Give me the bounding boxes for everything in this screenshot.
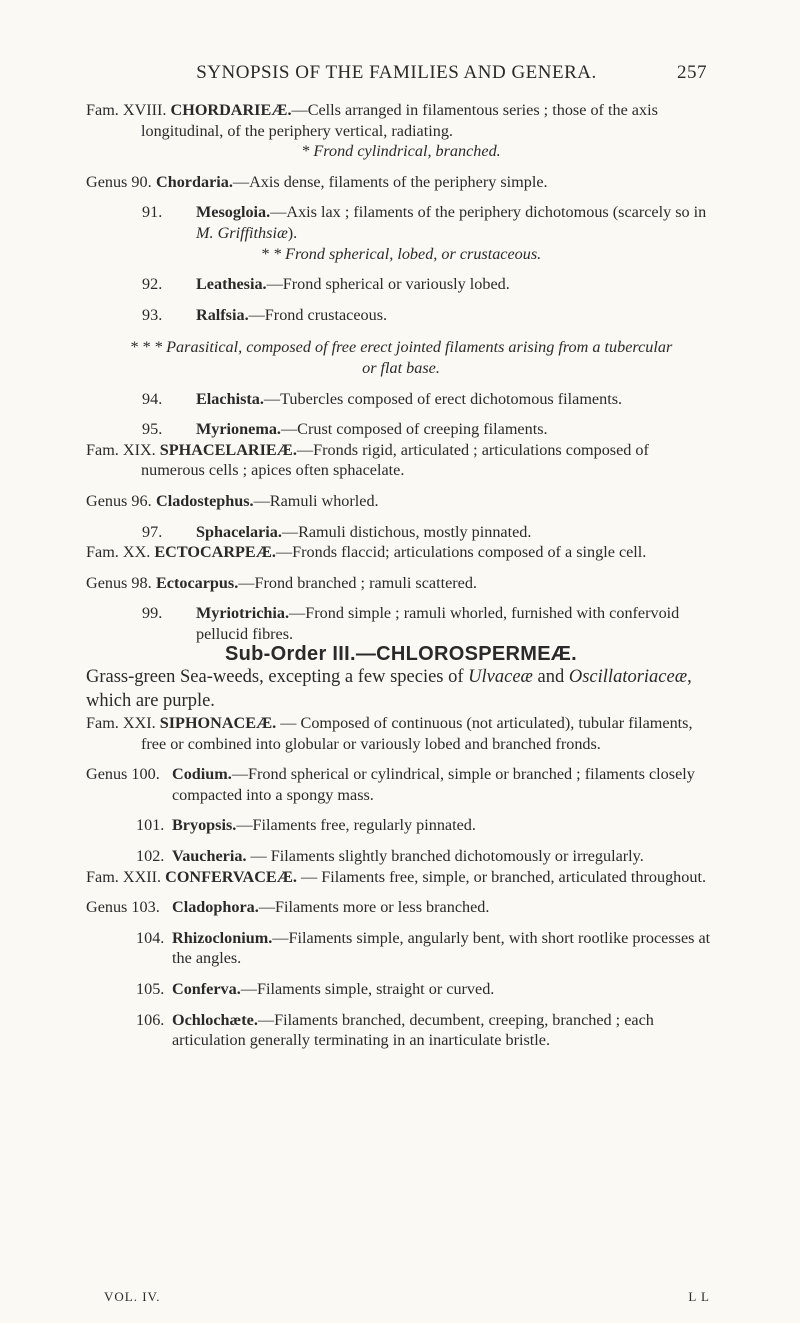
genus-number: 104. [136,928,165,947]
genus-description: —Frond spherical or cylindrical, simple or branched ; filaments closely compacted into a spongy mass. [172,765,695,804]
genus-entry [86,1010,716,1051]
family-name: ECTOCARPEÆ. [154,543,276,562]
genus-entry [86,897,716,918]
genus-entry [86,172,716,193]
genus-number: Genus 98. [86,573,152,592]
genus-number: 99. [142,604,163,623]
genus-description-end: ). [287,223,298,242]
genus-description: —Frond spherical or variously lobed. [266,275,510,294]
genus-number: 92. [142,275,163,294]
family-chordarieae [86,100,716,141]
taxon-ulvaceae: Ulvaceæ [468,667,533,688]
family-label: Fam. XVIII. [86,101,167,119]
family-name: CONFERVACEÆ. [165,867,297,886]
genus-name: Vaucheria. [172,847,247,866]
genus-description: —Frond crustaceous. [248,305,388,324]
genus-name: Ectocarpus. [156,573,239,592]
suborder-description [86,665,716,713]
genus-entry [86,305,716,326]
genus-name: Cladophora. [172,898,259,917]
genus-number: 101. [136,816,165,835]
genus-name: Chordaria. [156,172,233,191]
family-description: —Cells arranged in filamentous series ; those of the axis longitudinal, of the periphery vertical, radiating. [141,101,658,140]
genus-entry [86,491,716,512]
genus-description: —Frond branched ; ramuli scattered. [238,573,477,592]
genus-entry [86,928,716,969]
genus-entry [86,979,716,1000]
genus-description: —Filaments branched, decumbent, creeping, branched ; each articulation generally terminating in an inarticulate bristle. [172,1010,654,1050]
genus-description: — Filaments slightly branched dichotomously or irregularly. [246,847,644,866]
family-siphonaceae [86,713,716,754]
family-description: —Fronds flaccid; articulations composed of a single cell. [275,543,647,562]
family-name: SPHACELARIEÆ. [159,440,297,459]
genus-name: Cladostephus. [156,491,254,510]
genus-name: Myriotrichia. [196,604,290,623]
genus-entry [86,573,716,594]
genus-name: Ochlochæte. [172,1010,258,1029]
lead-text: Grass-green Sea-weeds, excepting a few species of [86,667,469,688]
genus-description: —Filaments simple, straight or curved. [240,980,495,998]
genus-number: Genus 103. [86,898,160,917]
genus-entry [86,764,716,805]
genus-description: —Filaments more or less branched. [258,898,490,917]
section-note: * Frond cylindrical, branched. [301,142,501,161]
family-confervaceae [86,867,716,888]
family-label: Fam. XIX. [86,440,156,459]
genus-name: Myrionema. [196,420,281,439]
section-note: * * Frond spherical, lobed, or crustaceous. [260,244,542,263]
genus-description: —Filaments simple, angularly bent, with short rootlike processes at the angles. [172,928,711,968]
lead-text: , which are purple. [86,667,692,712]
genus-description: —Tubercles composed of erect dichotomous filaments. [263,389,623,408]
header-title: SYNOPSIS OF THE FAMILIES AND GENERA. [196,62,597,83]
genus-name: Ralfsia. [196,305,249,324]
genus-number: 106. [136,1010,165,1029]
family-name: CHORDARIEÆ. [170,101,292,119]
family-description: — Filaments free, simple, or branched, articulated throughout. [296,867,707,886]
genus-entry [86,522,716,543]
page-number: 257 [677,62,707,83]
genus-entry [86,815,716,836]
section-note-cont: or flat base. [362,358,440,377]
family-label: Fam. XX. [86,543,151,562]
section-note: * * * Parasitical, composed of free erect jointed filaments arising from a tubercular [129,338,673,357]
genus-name: Leathesia. [196,275,267,294]
genus-name: Codium. [172,765,232,784]
volume-signature: VOL. IV. [104,1289,161,1304]
synopsis-body [86,100,716,1051]
genus-number: 91. [142,203,163,222]
genus-number: 102. [136,847,165,866]
family-name: SIPHONACEÆ. [159,714,277,733]
genus-number: Genus 96. [86,491,152,510]
genus-name: Conferva. [172,980,241,998]
genus-name: Elachista. [196,389,264,408]
genus-number: 93. [142,305,163,324]
genus-entry [86,202,716,243]
genus-description: —Crust composed of creeping filaments. [280,420,548,439]
genus-number: 105. [136,980,165,998]
genus-name: Mesogloia. [196,203,271,222]
genus-description: —Axis lax ; filaments of the periphery dichotomous (scarcely so in [270,203,707,222]
family-ectocarpeae [86,542,716,563]
genus-entry [86,419,716,440]
genus-description: —Axis dense, filaments of the periphery simple. [232,172,548,191]
genus-name: Sphacelaria. [196,522,282,541]
family-description: —Fronds rigid, articulated ; articulations composed of numerous cells ; apices often sphacelate. [141,440,649,480]
genus-entry [86,846,716,867]
species-name: M. Griffithsiæ [196,223,288,242]
genus-number: 94. [142,389,163,408]
genus-name: Bryopsis. [172,816,237,835]
genus-description: —Frond simple ; ramuli whorled, furnished with confervoid pellucid fibres. [196,604,680,643]
suborder-heading: Sub-Order III.—CHLOROSPERMEÆ. [224,643,578,666]
genus-entry [86,603,716,644]
genus-number: Genus 90. [86,172,152,191]
genus-description: —Ramuli whorled. [253,491,379,510]
lead-text: and [532,667,569,688]
sheet-signature: L L [688,1289,710,1304]
genus-description: —Filaments free, regularly pinnated. [236,816,476,835]
genus-description: —Ramuli distichous, mostly pinnated. [281,522,532,541]
genus-name: Rhizoclonium. [172,928,273,947]
taxon-oscillatoriaceae: Oscillatoriaceæ [568,667,688,688]
family-label: Fam. XXI. [86,714,156,733]
genus-entry [86,389,716,410]
family-label: Fam. XXII. [86,867,162,886]
genus-number: 95. [142,420,163,439]
genus-number: 97. [142,522,163,541]
genus-entry [86,274,716,295]
family-sphacelarieae [86,440,716,481]
genus-number: Genus 100. [86,765,160,784]
family-description: — Composed of continuous (not articulated), tubular filaments, free or combined into globular or variously lobed and branched fronds. [141,714,693,753]
